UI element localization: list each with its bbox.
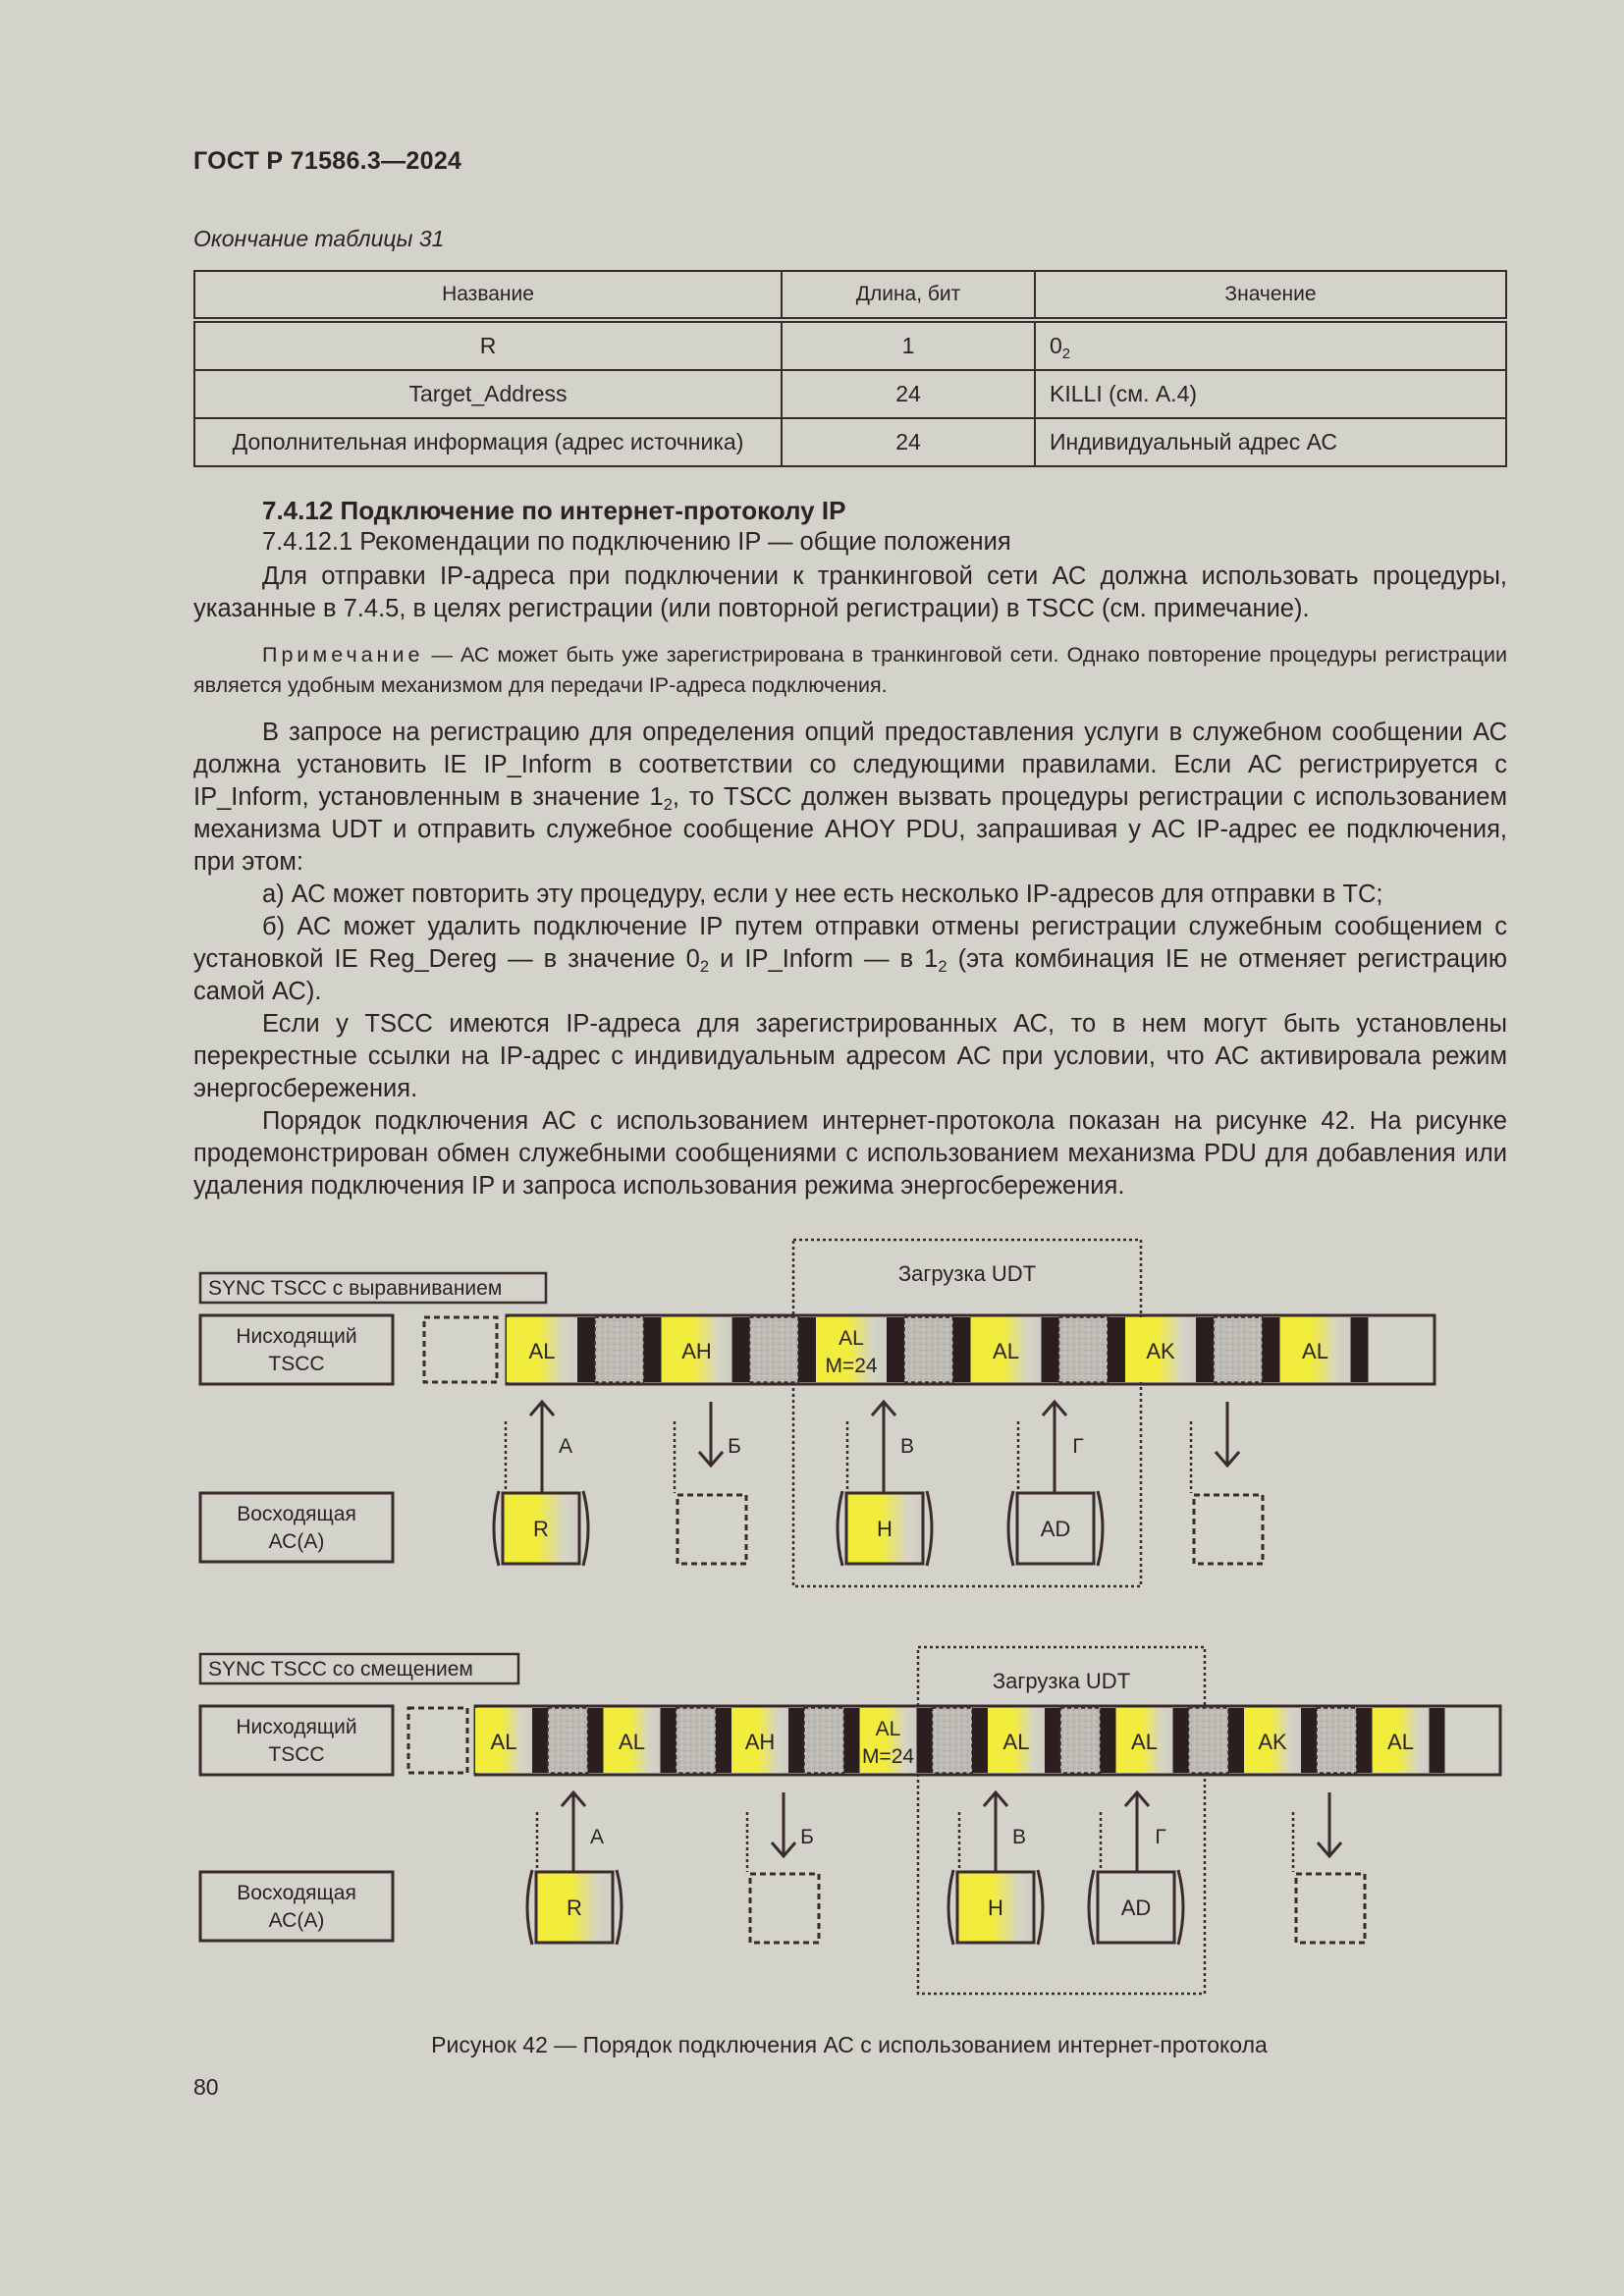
page-number: 80 bbox=[193, 2074, 219, 2100]
udt-label: Загрузка UDT bbox=[897, 1261, 1037, 1286]
udt-label: Загрузка UDT bbox=[992, 1669, 1131, 1693]
empty-uplink-slot bbox=[1296, 1874, 1365, 1943]
downlink-label-line2: TSCC bbox=[268, 1743, 325, 1766]
figure-42-diagram bbox=[0, 1227, 1624, 2022]
uplink-block-label: R bbox=[567, 1896, 582, 1920]
idle-slot bbox=[548, 1708, 588, 1773]
paragraph-2-part-b: , то TSCC должен вызвать процедуры регистрации с использованием механизма UDT и отправить служебное сообщение AHOY PDU, запрашивая у АС IP-адрес ее подключения, при этом: bbox=[193, 783, 1507, 876]
slot-separator bbox=[917, 1708, 933, 1773]
slot-separator bbox=[732, 1317, 750, 1382]
slot-separator bbox=[661, 1708, 677, 1773]
slot-separator bbox=[1045, 1708, 1060, 1773]
list-item-a: а) АС может повторить эту процедуру, если у нее есть несколько IP-адресов для отправки в ТС; bbox=[262, 881, 1383, 908]
note-paragraph bbox=[193, 640, 1507, 701]
uplink-block-label: H bbox=[877, 1517, 893, 1541]
cell-name: R bbox=[194, 320, 782, 370]
empty-uplink-slot bbox=[750, 1874, 819, 1943]
downlink-label-line1: Нисходящий bbox=[236, 1716, 357, 1738]
burst-bracket-right bbox=[927, 1491, 932, 1566]
idle-slot bbox=[1214, 1317, 1263, 1382]
table-header-row bbox=[194, 271, 1506, 320]
table-row bbox=[194, 320, 1506, 370]
table-row bbox=[194, 418, 1506, 466]
downlink-block-label: AL bbox=[1387, 1730, 1414, 1754]
uplink-label-line2: АС(А) bbox=[268, 1909, 325, 1932]
cell-value: Индивидуальный адрес АС bbox=[1035, 418, 1506, 466]
note-label: Примечание bbox=[262, 643, 424, 667]
cell-value-text: 0 bbox=[1050, 333, 1062, 358]
slot-separator bbox=[953, 1317, 971, 1382]
burst-bracket-left bbox=[494, 1491, 499, 1566]
arrow-label: Г bbox=[1072, 1435, 1084, 1458]
downlink-m-label: M=24 bbox=[825, 1355, 878, 1377]
burst-bracket-right bbox=[1098, 1491, 1103, 1566]
downlink-block-label: AL bbox=[619, 1730, 645, 1754]
downlink-label-line1: Нисходящий bbox=[236, 1325, 357, 1348]
arrow-label: В bbox=[899, 1435, 915, 1458]
arrow-label: В bbox=[1011, 1826, 1027, 1848]
subscript: 2 bbox=[663, 795, 673, 814]
burst-bracket-right bbox=[617, 1870, 622, 1945]
empty-slot bbox=[424, 1317, 497, 1382]
figure-caption: Рисунок 42 — Порядок подключения АС с использованием интернет-протокола bbox=[431, 2032, 1268, 2057]
arrow-label: Г bbox=[1155, 1826, 1166, 1848]
list-item-b-part-3: (эта комбинация IE не отменяет регистрацию самой АС). bbox=[193, 945, 1507, 1005]
downlink-block-label: AL bbox=[1002, 1730, 1030, 1754]
idle-slot bbox=[1059, 1317, 1109, 1382]
slot-separator bbox=[1173, 1708, 1189, 1773]
uplink-label-line1: Восходящая bbox=[237, 1882, 356, 1904]
idle-slot bbox=[750, 1317, 799, 1382]
paragraph-2-part-a: В запросе на регистрацию для определения опций предоставления услуги в служебном сообщении АС должна установить IE IP_Inform в соответствии со следующими правилами. Если АС регистрируется с IP_Inform, установленным в значение 1 bbox=[193, 719, 1507, 811]
downlink-block-label: AL bbox=[490, 1730, 517, 1754]
slot-separator bbox=[972, 1708, 988, 1773]
uplink-block-label: AD bbox=[1040, 1517, 1071, 1541]
downlink-block-label: AL bbox=[1131, 1730, 1158, 1754]
slot-separator bbox=[1042, 1317, 1059, 1382]
downlink-label-line2: TSCC bbox=[268, 1353, 325, 1375]
slot-separator bbox=[1263, 1317, 1280, 1382]
burst-bracket-right bbox=[583, 1491, 588, 1566]
slot-separator bbox=[532, 1708, 548, 1773]
cell-value bbox=[1035, 320, 1506, 370]
idle-slot bbox=[804, 1708, 844, 1773]
slot-separator bbox=[844, 1708, 860, 1773]
burst-bracket-left bbox=[1008, 1491, 1013, 1566]
section-heading: 7.4.12 Подключение по интернет-протоколу IP bbox=[262, 496, 846, 525]
note-text: — АС может быть уже зарегистрирована в транкинговой сети. Однако повторение процедуры регистрации является удобным механизмом для передачи IP-адреса подключения. bbox=[193, 643, 1507, 697]
slot-separator bbox=[644, 1317, 662, 1382]
slot-separator bbox=[1430, 1708, 1445, 1773]
paragraph-2 bbox=[193, 717, 1507, 879]
burst-bracket-right bbox=[1178, 1870, 1183, 1945]
uplink-block-label: AD bbox=[1120, 1896, 1152, 1920]
burst-bracket-left bbox=[1089, 1870, 1094, 1945]
uplink-block-label: R bbox=[533, 1517, 549, 1541]
idle-slot bbox=[904, 1317, 953, 1382]
uplink-block-label: H bbox=[988, 1896, 1003, 1920]
diagram-title: SYNC TSCC со смещением bbox=[208, 1658, 473, 1681]
cell-name: Target_Address bbox=[194, 370, 782, 418]
arrow-label: Б bbox=[800, 1826, 814, 1848]
downlink-block-label: AL bbox=[993, 1339, 1019, 1363]
document-header: ГОСТ Р 71586.3—2024 bbox=[193, 147, 462, 175]
arrow-label: А bbox=[589, 1826, 605, 1848]
downlink-block-label: AL bbox=[875, 1718, 901, 1740]
slot-separator bbox=[577, 1317, 595, 1382]
downlink-block-label: AL bbox=[528, 1339, 556, 1363]
idle-slot bbox=[1060, 1708, 1101, 1773]
uplink-label-line2: АС(А) bbox=[268, 1530, 325, 1553]
slot-separator bbox=[798, 1317, 816, 1382]
cell-length: 24 bbox=[782, 418, 1035, 466]
arrow-label: А bbox=[558, 1435, 573, 1458]
idle-slot bbox=[933, 1708, 973, 1773]
arrow-label: Б bbox=[728, 1435, 741, 1458]
slot-separator bbox=[716, 1708, 731, 1773]
downlink-block-label: AL bbox=[1302, 1339, 1328, 1363]
slot-separator bbox=[1357, 1708, 1373, 1773]
table-caption: Окончание таблицы 31 bbox=[193, 226, 445, 251]
subscript: 2 bbox=[699, 957, 710, 976]
downlink-block-label: AK bbox=[1146, 1339, 1175, 1363]
cell-length: 1 bbox=[782, 320, 1035, 370]
section-subheading: 7.4.12.1 Рекомендации по подключению IP — общие положения bbox=[262, 528, 1011, 556]
downlink-block-label: AK bbox=[1258, 1730, 1287, 1754]
slot-separator bbox=[1301, 1708, 1317, 1773]
slot-separator bbox=[1101, 1708, 1116, 1773]
table-31 bbox=[193, 270, 1507, 467]
downlink-block-label: AL bbox=[839, 1327, 864, 1350]
idle-slot bbox=[595, 1317, 644, 1382]
subscript: 2 bbox=[938, 957, 947, 976]
downlink-block-label: AH bbox=[744, 1730, 776, 1754]
col-length-header: Длина, бит bbox=[782, 271, 1035, 320]
col-name-header: Название bbox=[194, 271, 782, 320]
idle-slot bbox=[1189, 1708, 1229, 1773]
note-block bbox=[193, 640, 1507, 701]
slot-separator bbox=[788, 1708, 804, 1773]
uplink-label-line1: Восходящая bbox=[237, 1503, 356, 1525]
list-item-b bbox=[193, 911, 1507, 1008]
burst-bracket-left bbox=[527, 1870, 532, 1945]
idle-slot bbox=[677, 1708, 717, 1773]
cell-name: Дополнительная информация (адрес источника) bbox=[194, 418, 782, 466]
burst-bracket-left bbox=[838, 1491, 842, 1566]
diagram-title: SYNC TSCC с выравниванием bbox=[208, 1277, 503, 1300]
slot-separator bbox=[1196, 1317, 1214, 1382]
burst-bracket-left bbox=[948, 1870, 953, 1945]
paragraph-1-block bbox=[193, 561, 1507, 625]
slot-separator bbox=[1108, 1317, 1125, 1382]
slot-separator bbox=[1228, 1708, 1244, 1773]
paragraph-4: Порядок подключения АС с использованием интернет-протокола показан на рисунке 42. На рисунке продемонстрирован обмен служебными сообщениями с использованием механизма PDU для добавления или удаления подключения IP и запроса использования режима энергосбережения. bbox=[193, 1107, 1507, 1200]
empty-slot bbox=[408, 1708, 467, 1773]
burst-bracket-right bbox=[1038, 1870, 1043, 1945]
paragraph-3: Если у TSCC имеются IP-адреса для зарегистрированных АС, то в нем могут быть установлены перекрестные ссылки на IP-адрес с индивидуальным адресом АС при условии, что АС активировала режим энергосбережения. bbox=[193, 1010, 1507, 1102]
empty-uplink-slot bbox=[1194, 1495, 1263, 1564]
body-text bbox=[193, 717, 1507, 1202]
empty-uplink-slot bbox=[677, 1495, 746, 1564]
table-row bbox=[194, 370, 1506, 418]
paragraph-1: Для отправки IP-адреса при подключении к транкинговой сети АС должна использовать процедуры, указанные в 7.4.5, в целях регистрации (или повторной регистрации) в TSCC (см. примечание). bbox=[193, 562, 1507, 622]
cell-value-sub: 2 bbox=[1061, 346, 1071, 362]
idle-slot bbox=[1317, 1708, 1357, 1773]
slot-separator bbox=[887, 1317, 904, 1382]
list-item-b-part-1: б) АС может удалить подключение IP путем отправки отмены регистрации служебным сообщением с установкой IE Reg_Dereg — в значение 0 bbox=[193, 913, 1507, 973]
downlink-m-label: M=24 bbox=[861, 1745, 915, 1768]
list-item-b-part-2: и IP_Inform — в 1 bbox=[709, 945, 939, 973]
slot-separator bbox=[588, 1708, 604, 1773]
cell-value: KILLI (см. А.4) bbox=[1035, 370, 1506, 418]
slot-separator bbox=[1351, 1317, 1369, 1382]
cell-length: 24 bbox=[782, 370, 1035, 418]
downlink-block-label: AH bbox=[681, 1339, 712, 1363]
col-value-header: Значение bbox=[1035, 271, 1506, 320]
